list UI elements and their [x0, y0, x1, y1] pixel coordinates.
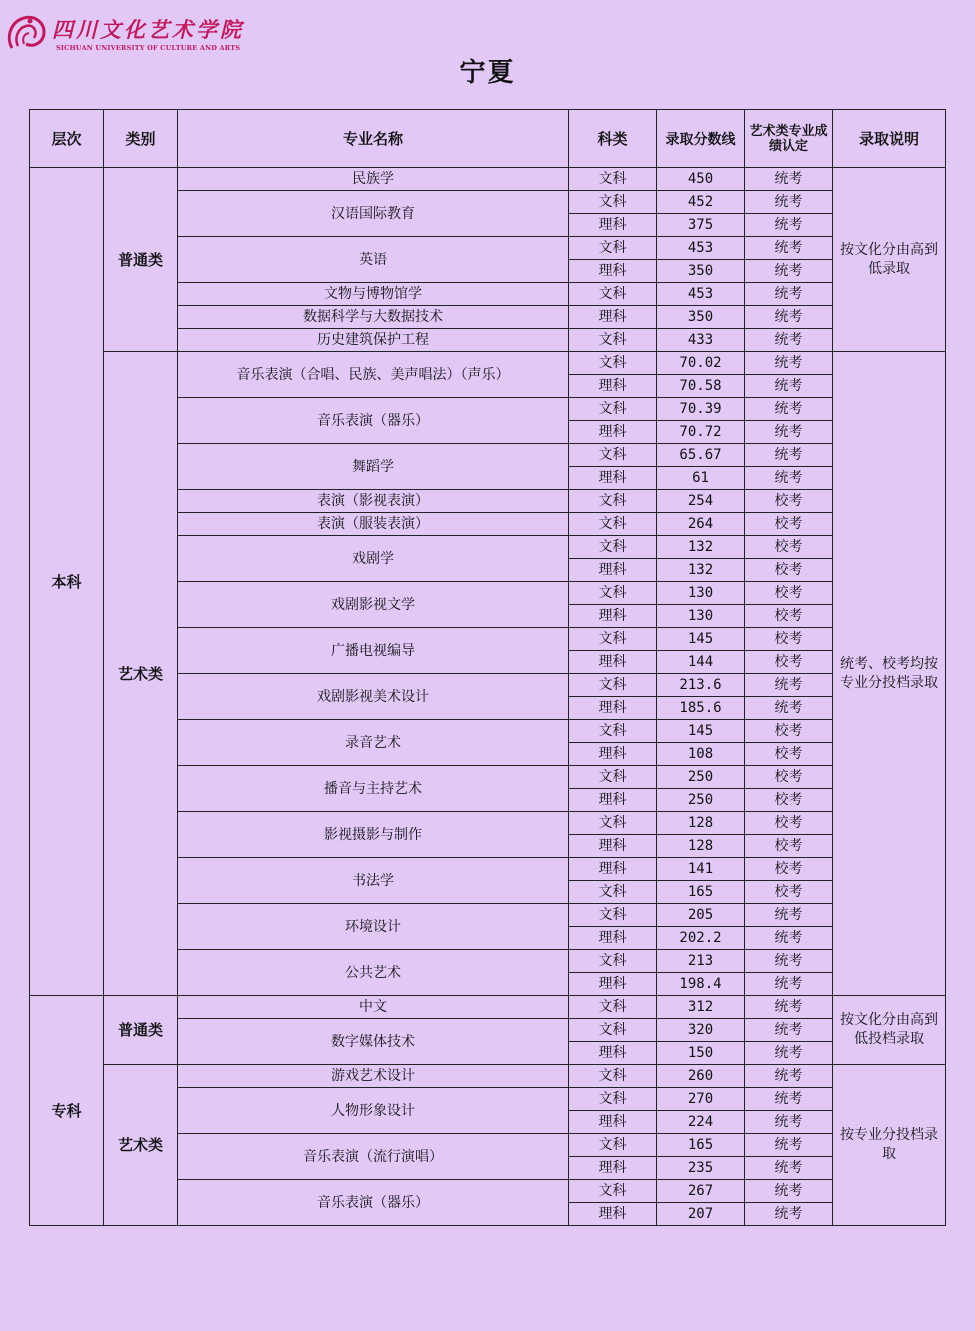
exam-type-cell: 统考 — [745, 467, 833, 490]
major-name-cell: 表演（影视表演） — [178, 490, 569, 513]
score-cell: 254 — [657, 490, 745, 513]
score-cell: 70.39 — [657, 398, 745, 421]
score-cell: 132 — [657, 559, 745, 582]
score-cell: 128 — [657, 812, 745, 835]
score-cell: 128 — [657, 835, 745, 858]
exam-type-cell: 校考 — [745, 720, 833, 743]
exam-type-cell: 统考 — [745, 1134, 833, 1157]
score-cell: 250 — [657, 789, 745, 812]
table-row — [30, 352, 946, 375]
table-row — [30, 1065, 946, 1088]
swan-emblem-icon — [4, 10, 50, 56]
category-cell: 艺术类 — [104, 352, 178, 996]
exam-type-cell: 校考 — [745, 858, 833, 881]
major-name-cell: 影视摄影与制作 — [178, 812, 569, 858]
category-cell: 普通类 — [104, 168, 178, 352]
exam-type-cell: 统考 — [745, 1042, 833, 1065]
score-cell: 375 — [657, 214, 745, 237]
score-cell: 452 — [657, 191, 745, 214]
score-cell: 185.6 — [657, 697, 745, 720]
subject-cell: 文科 — [569, 513, 657, 536]
score-cell: 250 — [657, 766, 745, 789]
subject-cell: 文科 — [569, 996, 657, 1019]
score-cell: 267 — [657, 1180, 745, 1203]
subject-cell: 文科 — [569, 352, 657, 375]
score-cell: 145 — [657, 628, 745, 651]
exam-type-cell: 统考 — [745, 950, 833, 973]
subject-cell: 文科 — [569, 1134, 657, 1157]
exam-type-cell: 统考 — [745, 260, 833, 283]
exam-type-cell: 统考 — [745, 283, 833, 306]
header-score: 录取分数线 — [657, 110, 745, 168]
major-name-cell: 广播电视编导 — [178, 628, 569, 674]
table-row — [30, 996, 946, 1019]
exam-type-cell: 校考 — [745, 881, 833, 904]
subject-cell: 文科 — [569, 881, 657, 904]
subject-cell: 文科 — [569, 904, 657, 927]
subject-cell: 文科 — [569, 191, 657, 214]
exam-type-cell: 统考 — [745, 398, 833, 421]
subject-cell: 理科 — [569, 651, 657, 674]
exam-type-cell: 统考 — [745, 421, 833, 444]
exam-type-cell: 统考 — [745, 214, 833, 237]
score-cell: 433 — [657, 329, 745, 352]
score-cell: 450 — [657, 168, 745, 191]
subject-cell: 理科 — [569, 1157, 657, 1180]
exam-type-cell: 校考 — [745, 490, 833, 513]
score-cell: 224 — [657, 1111, 745, 1134]
exam-type-cell: 统考 — [745, 1019, 833, 1042]
score-cell: 132 — [657, 536, 745, 559]
score-cell: 141 — [657, 858, 745, 881]
header-category: 类别 — [104, 110, 178, 168]
school-logo — [4, 8, 244, 58]
major-name-cell: 音乐表演（器乐） — [178, 398, 569, 444]
subject-cell: 理科 — [569, 1042, 657, 1065]
subject-cell: 理科 — [569, 743, 657, 766]
admission-score-table — [29, 109, 946, 1226]
score-cell: 61 — [657, 467, 745, 490]
table-row — [30, 168, 946, 191]
score-cell: 130 — [657, 582, 745, 605]
major-name-cell: 英语 — [178, 237, 569, 283]
subject-cell: 文科 — [569, 1180, 657, 1203]
major-name-cell: 历史建筑保护工程 — [178, 329, 569, 352]
major-name-cell: 数据科学与大数据技术 — [178, 306, 569, 329]
exam-type-cell: 统考 — [745, 904, 833, 927]
exam-type-cell: 校考 — [745, 743, 833, 766]
exam-type-cell: 统考 — [745, 1180, 833, 1203]
subject-cell: 理科 — [569, 697, 657, 720]
subject-cell: 文科 — [569, 283, 657, 306]
score-cell: 150 — [657, 1042, 745, 1065]
subject-cell: 文科 — [569, 444, 657, 467]
score-cell: 65.67 — [657, 444, 745, 467]
score-cell: 130 — [657, 605, 745, 628]
score-cell: 70.72 — [657, 421, 745, 444]
subject-cell: 理科 — [569, 559, 657, 582]
admission-note-cell: 按专业分投档录取 — [833, 1065, 946, 1226]
exam-type-cell: 统考 — [745, 1088, 833, 1111]
subject-cell: 理科 — [569, 973, 657, 996]
admission-note-cell: 按文化分由高到低投档录取 — [833, 996, 946, 1065]
exam-type-cell: 校考 — [745, 835, 833, 858]
header-art-score: 艺术类专业成绩认定 — [745, 110, 833, 168]
subject-cell: 理科 — [569, 1111, 657, 1134]
score-cell: 213.6 — [657, 674, 745, 697]
exam-type-cell: 校考 — [745, 766, 833, 789]
subject-cell: 文科 — [569, 536, 657, 559]
exam-type-cell: 校考 — [745, 536, 833, 559]
major-name-cell: 人物形象设计 — [178, 1088, 569, 1134]
major-name-cell: 文物与博物馆学 — [178, 283, 569, 306]
subject-cell: 理科 — [569, 605, 657, 628]
exam-type-cell: 统考 — [745, 237, 833, 260]
score-cell: 108 — [657, 743, 745, 766]
level-cell: 本科 — [30, 168, 104, 996]
major-name-cell: 汉语国际教育 — [178, 191, 569, 237]
subject-cell: 理科 — [569, 927, 657, 950]
major-name-cell: 中文 — [178, 996, 569, 1019]
major-name-cell: 音乐表演（器乐） — [178, 1180, 569, 1226]
subject-cell: 理科 — [569, 375, 657, 398]
exam-type-cell: 统考 — [745, 306, 833, 329]
major-name-cell: 表演（服装表演） — [178, 513, 569, 536]
exam-type-cell: 统考 — [745, 697, 833, 720]
score-cell: 453 — [657, 237, 745, 260]
exam-type-cell: 统考 — [745, 375, 833, 398]
exam-type-cell: 统考 — [745, 973, 833, 996]
score-cell: 213 — [657, 950, 745, 973]
score-cell: 207 — [657, 1203, 745, 1226]
score-cell: 70.02 — [657, 352, 745, 375]
exam-type-cell: 校考 — [745, 605, 833, 628]
exam-type-cell: 校考 — [745, 812, 833, 835]
subject-cell: 理科 — [569, 260, 657, 283]
subject-cell: 文科 — [569, 628, 657, 651]
exam-type-cell: 统考 — [745, 1065, 833, 1088]
major-name-cell: 音乐表演（流行演唱） — [178, 1134, 569, 1180]
score-cell: 453 — [657, 283, 745, 306]
subject-cell: 文科 — [569, 582, 657, 605]
exam-type-cell: 统考 — [745, 1157, 833, 1180]
exam-type-cell: 校考 — [745, 559, 833, 582]
score-cell: 320 — [657, 1019, 745, 1042]
score-cell: 198.4 — [657, 973, 745, 996]
subject-cell: 文科 — [569, 168, 657, 191]
exam-type-cell: 统考 — [745, 674, 833, 697]
score-cell: 165 — [657, 881, 745, 904]
score-cell: 350 — [657, 260, 745, 283]
major-name-cell: 音乐表演（合唱、民族、美声唱法）（声乐） — [178, 352, 569, 398]
major-name-cell: 舞蹈学 — [178, 444, 569, 490]
score-cell: 270 — [657, 1088, 745, 1111]
subject-cell: 理科 — [569, 835, 657, 858]
subject-cell: 文科 — [569, 674, 657, 697]
score-cell: 312 — [657, 996, 745, 1019]
subject-cell: 理科 — [569, 789, 657, 812]
admission-note-cell: 统考、校考均按专业分投档录取 — [833, 352, 946, 996]
exam-type-cell: 统考 — [745, 927, 833, 950]
category-cell: 普通类 — [104, 996, 178, 1065]
subject-cell: 理科 — [569, 421, 657, 444]
subject-cell: 文科 — [569, 720, 657, 743]
subject-cell: 理科 — [569, 214, 657, 237]
level-cell: 专科 — [30, 996, 104, 1226]
major-name-cell: 环境设计 — [178, 904, 569, 950]
admission-note-cell: 按文化分由高到低录取 — [833, 168, 946, 352]
subject-cell: 文科 — [569, 812, 657, 835]
exam-type-cell: 统考 — [745, 444, 833, 467]
exam-type-cell: 校考 — [745, 651, 833, 674]
subject-cell: 文科 — [569, 766, 657, 789]
subject-cell: 文科 — [569, 237, 657, 260]
major-name-cell: 公共艺术 — [178, 950, 569, 996]
exam-type-cell: 校考 — [745, 628, 833, 651]
table-body — [30, 168, 946, 1226]
header-subject: 科类 — [569, 110, 657, 168]
major-name-cell: 书法学 — [178, 858, 569, 904]
exam-type-cell: 统考 — [745, 329, 833, 352]
category-cell: 艺术类 — [104, 1065, 178, 1226]
subject-cell: 理科 — [569, 1203, 657, 1226]
score-cell: 264 — [657, 513, 745, 536]
subject-cell: 文科 — [569, 950, 657, 973]
subject-cell: 文科 — [569, 329, 657, 352]
header-major: 专业名称 — [178, 110, 569, 168]
exam-type-cell: 统考 — [745, 1111, 833, 1134]
major-name-cell: 游戏艺术设计 — [178, 1065, 569, 1088]
score-cell: 70.58 — [657, 375, 745, 398]
major-name-cell: 播音与主持艺术 — [178, 766, 569, 812]
score-cell: 235 — [657, 1157, 745, 1180]
score-cell: 205 — [657, 904, 745, 927]
page-title: 宁夏 — [459, 58, 516, 88]
school-name-en: SICHUAN UNIVERSITY OF CULTURE AND ARTS — [56, 44, 241, 52]
exam-type-cell: 统考 — [745, 996, 833, 1019]
subject-cell: 文科 — [569, 1019, 657, 1042]
subject-cell: 理科 — [569, 306, 657, 329]
score-cell: 165 — [657, 1134, 745, 1157]
subject-cell: 文科 — [569, 398, 657, 421]
exam-type-cell: 统考 — [745, 191, 833, 214]
exam-type-cell: 校考 — [745, 789, 833, 812]
exam-type-cell: 校考 — [745, 513, 833, 536]
subject-cell: 文科 — [569, 1065, 657, 1088]
exam-type-cell: 统考 — [745, 1203, 833, 1226]
subject-cell: 理科 — [569, 467, 657, 490]
major-name-cell: 数字媒体技术 — [178, 1019, 569, 1065]
subject-cell: 文科 — [569, 1088, 657, 1111]
subject-cell: 理科 — [569, 858, 657, 881]
table-header-row — [30, 110, 946, 168]
exam-type-cell: 统考 — [745, 352, 833, 375]
header-note: 录取说明 — [833, 110, 946, 168]
score-cell: 145 — [657, 720, 745, 743]
header-level: 层次 — [30, 110, 104, 168]
score-cell: 350 — [657, 306, 745, 329]
major-name-cell: 戏剧影视美术设计 — [178, 674, 569, 720]
exam-type-cell: 校考 — [745, 582, 833, 605]
major-name-cell: 民族学 — [178, 168, 569, 191]
score-cell: 144 — [657, 651, 745, 674]
major-name-cell: 录音艺术 — [178, 720, 569, 766]
score-cell: 260 — [657, 1065, 745, 1088]
major-name-cell: 戏剧影视文学 — [178, 582, 569, 628]
subject-cell: 文科 — [569, 490, 657, 513]
exam-type-cell: 统考 — [745, 168, 833, 191]
major-name-cell: 戏剧学 — [178, 536, 569, 582]
score-cell: 202.2 — [657, 927, 745, 950]
school-name-cn: 四川文化艺术学院 — [52, 17, 244, 42]
